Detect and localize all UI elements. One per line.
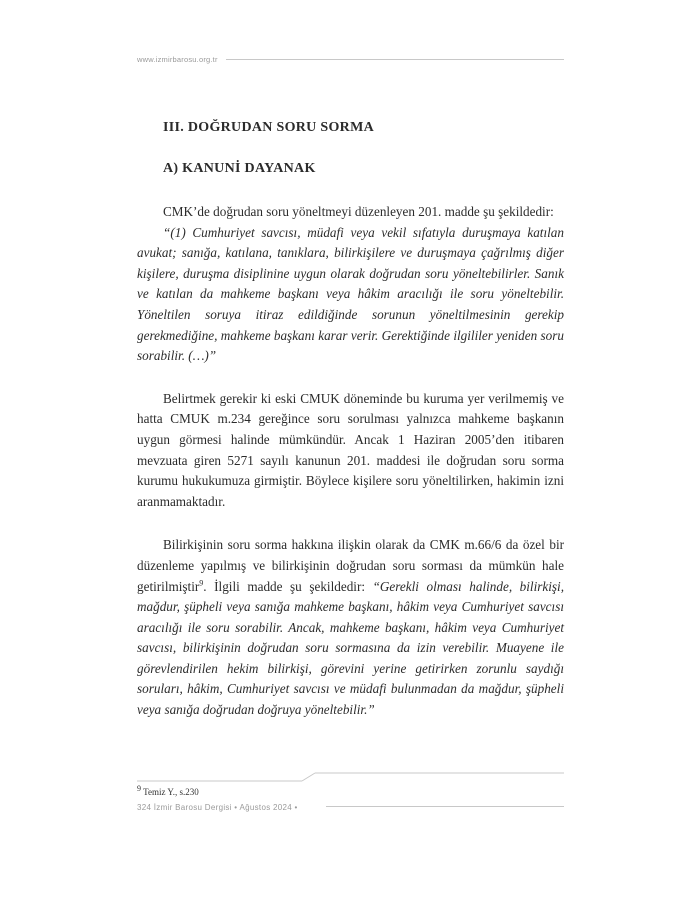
subsection-heading: A) KANUNİ DAYANAK — [163, 161, 316, 176]
section-heading: III. DOĞRUDAN SORU SORMA — [163, 120, 374, 135]
header-divider — [226, 59, 564, 60]
footnote-text: Temiz Y., s.230 — [143, 787, 199, 797]
footnote — [137, 784, 199, 797]
footnote-divider — [137, 772, 564, 782]
paragraph-intro: CMK’de doğrudan soru yöneltmeyi düzenleyen 201. madde şu şekildedir: — [163, 204, 554, 219]
paragraph-bilirkisi-text: Bilirkişinin soru sorma hakkına ilişkin olarak da CMK m.66/6 da özel bir düzenleme yapılmış ve bilirkişinin doğrudan soru sorması da mümkün hale getirilmiştir — [137, 537, 564, 594]
footnote-reference[interactable]: 9 — [199, 578, 204, 588]
page-body — [137, 118, 564, 721]
quote-cmk-66: “Gerekli olması halinde, bilirkişi, mağdur, şüpheli veya sanığa mahkeme başkanı, hâkim veya Cumhuriyet savcısı aracılığı ile soru sorabilir. Ancak, mahkeme başkanı, hâkim veya Cumhuriyet savcısı, bilirkişinin doğrudan soru sormasına da izin verebilir. Muayene ile görevlendirilen hekim bilirkişi, görevini yerine getirirken zorunlu saydığı soruları, hâkim, Cumhuriyet savcısı ve müdafi bulunmadan da mağdur, şüpheli veya sanığa doğrudan doğruya yöneltebilir.” — [137, 578, 564, 718]
header-url: www.izmirbarosu.org.tr — [137, 55, 218, 64]
paragraph-bilirkisi-lead: . İlgili madde şu şekildedir: — [203, 578, 373, 594]
footer-divider — [326, 806, 564, 807]
paragraph-bilirkisi — [137, 535, 564, 720]
footer-text: 324 İzmir Barosu Dergisi • Ağustos 2024 • — [137, 803, 298, 812]
footnote-number: 9 — [137, 784, 141, 793]
quote-cmk-201: “(1) Cumhuriyet savcısı, müdafi veya vekil sıfatıyla duruşmaya katılan avukat; sanığa, katılana, tanıklara, bilirkişilere ve duruşmaya çağrılmış diğer kişilere, duruşma disiplinine uygun olarak doğrudan soru yöneltebilirler. Sanık ve katılan da mahkeme başkanı veya hâkim aracılığı ile soru yöneltebilir. Yöneltilen soruya itiraz edildiğinde sorunun yöneltilmesinin gerekip gerekmediğine, mahkeme başkanı karar verir. Gerektiğinde ilgililer yeniden soru sorabilir. (…)” — [137, 224, 564, 364]
paragraph-cmuk: Belirtmek gerekir ki eski CMUK döneminde bu kuruma yer verilmemiş ve hatta CMUK m.234 gereğince soru sorulması yalnızca mahkeme başkanın uygun görmesi halinde mümkündür. Ancak 1 Haziran 2005’den itibaren mevzuata giren 5271 sayılı kanunun 201. maddesi ile doğrudan soru sorma kurumu hukukumuza girmiştir. Böylece kişilere soru yöneltilirken, hakimin izni aranmamaktadır. — [137, 390, 564, 509]
